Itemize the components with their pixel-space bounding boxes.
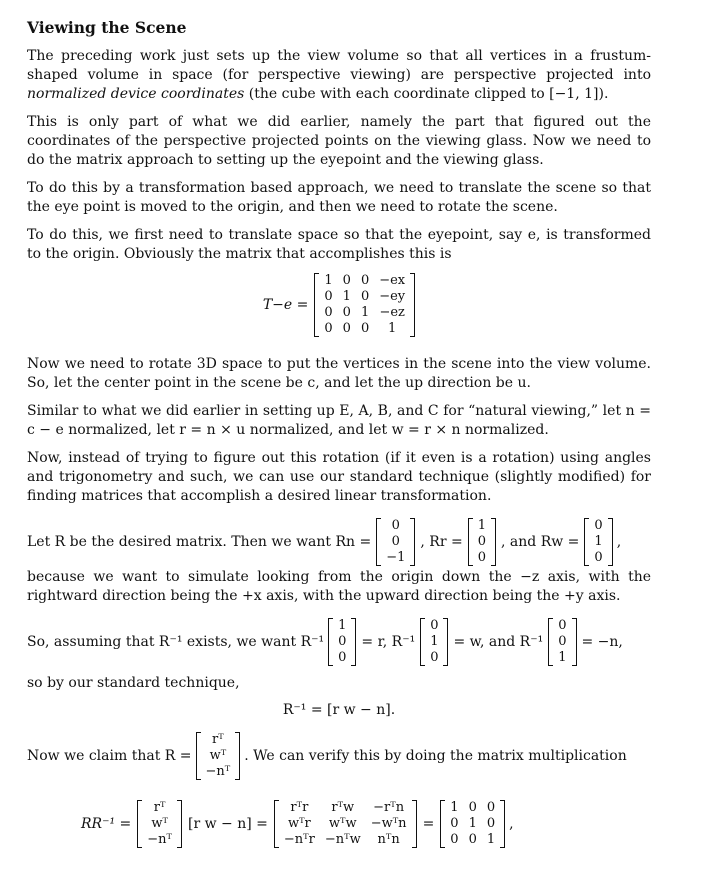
vector-entry: 0 [391, 534, 400, 549]
matrix-cell: 0 [486, 816, 496, 831]
final-r-matrix [137, 800, 182, 848]
matrix-cell: 0 [342, 321, 351, 336]
rinv-tail: = −n, [581, 634, 623, 650]
matrix-cell: nᵀn [377, 832, 400, 847]
vector-entry: 0 [558, 618, 567, 633]
matrix-cell: 0 [486, 800, 496, 815]
paragraph-6: Similar to what we did earlier in setting up E, A, B, and C for “natural viewing,” let n = c − e normalized, let r = n × u normalized, and let w = r × n normalized. [27, 403, 651, 438]
matrix-cell: 1 [388, 321, 397, 336]
matrix-cell: 1 [342, 289, 351, 304]
matrix-cell: 0 [468, 832, 477, 847]
matrix-cell: 1 [450, 800, 459, 815]
rn-vector-r [468, 518, 496, 566]
matrix-cell: 0 [360, 321, 370, 336]
matrix-cell: 0 [450, 832, 459, 847]
vector-entry: 1 [558, 650, 567, 665]
rn-mid2: , and Rw = [501, 534, 580, 550]
rinv-equation [27, 618, 651, 666]
rn-lead: Let R be the desired matrix. Then we want Rn = [27, 534, 372, 550]
vector-entry: 1 [430, 634, 439, 649]
rinv-lead: So, assuming that R⁻¹ exists, we want R⁻¹ [27, 634, 325, 650]
final-eq: = [422, 816, 435, 832]
rinv-vector-3 [548, 618, 576, 666]
paragraph-3: To do this by a transformation based approach, we need to translate the scene so that the eye point is moved to the origin, and then we need to rotate the scene. [27, 180, 651, 215]
rn-vector-n [376, 518, 415, 566]
matrix-cell: 0 [360, 273, 370, 288]
p1-text-c: (the cube with each coordinate clipped to [−1, 1]). [248, 86, 609, 102]
matrix-cell: 1 [486, 832, 496, 847]
rinv-mid1: = r, R⁻¹ [361, 634, 416, 650]
vector-entry: −1 [386, 550, 406, 565]
document-page [27, 18, 651, 848]
rinv-mid2: = w, and R⁻¹ [453, 634, 544, 650]
vector-entry: 0 [338, 634, 347, 649]
matrix-cell: −wᵀn [370, 816, 407, 831]
paragraph-2: This is only part of what we did earlier, namely the part that figured out the coordinates of the perspective projected points on the viewing glass. Now we need to do the matrix approach to setting up the eyepoint and the viewing glass. [27, 114, 651, 168]
vector-entry: 0 [477, 534, 487, 549]
matrix-cell: 1 [468, 816, 477, 831]
matrix-cell: 0 [324, 289, 333, 304]
vector-entry: 0 [430, 650, 439, 665]
translation-matrix [314, 273, 415, 337]
matrix-cell: rᵀr [290, 800, 309, 815]
vector-entry: 1 [477, 518, 487, 533]
matrix-cell: 1 [324, 273, 333, 288]
product-matrix [274, 800, 417, 848]
matrix-cell: 0 [360, 289, 370, 304]
matrix-cell: 0 [342, 305, 351, 320]
translation-equation [27, 273, 651, 337]
vector-entry: 0 [594, 518, 603, 533]
vector-entry: wᵀ [209, 748, 227, 763]
paragraph-1 [27, 47, 651, 104]
matrix-cell: 0 [324, 321, 333, 336]
rn-vector-w [584, 518, 612, 566]
matrix-cell: −ez [379, 305, 405, 320]
p1-text-a: The preceding work just sets up the view volume so that all vertices in a frustum-shaped volume in space (for perspective viewing) are perspective projected into [27, 48, 651, 83]
paragraph-7: Now, instead of trying to figure out this rotation (if it even is a rotation) using angles and trigonometry and such, we can use our standard technique (slightly modified) for finding matrices that accomplish a desired linear transformation. [27, 450, 651, 504]
matrix-cell: −ey [379, 289, 406, 304]
paragraph-9: so by our standard technique, [27, 675, 240, 691]
matrix-cell: −nᵀr [283, 832, 315, 847]
identity-matrix [440, 800, 505, 848]
vector-entry: rᵀ [153, 800, 166, 815]
matrix-cell: −rᵀn [373, 800, 405, 815]
vector-entry: −nᵀ [147, 832, 172, 847]
final-rinv: [r w − n] = [188, 816, 268, 832]
matrix-cell: −ex [379, 273, 406, 288]
vector-entry: 1 [338, 618, 347, 633]
matrix-cell: −nᵀw [324, 832, 361, 847]
section-heading: Viewing the Scene [27, 18, 187, 37]
vector-entry: 1 [594, 534, 603, 549]
translation-label: T−e = [262, 297, 309, 313]
rinv-vector-2 [420, 618, 448, 666]
vector-entry: rᵀ [212, 732, 224, 747]
matrix-cell: wᵀr [287, 816, 311, 831]
claim-matrix [196, 732, 241, 780]
paragraph-8: because we want to simulate looking from the origin down the −z axis, with the rightward direction being the +x axis, with the upward direction being the +y axis. [27, 569, 651, 604]
claim-lead: Now we claim that R = [27, 748, 192, 764]
vector-entry: 0 [477, 550, 487, 565]
rn-equation [27, 518, 651, 566]
claim-tail: . We can verify this by doing the matrix multiplication [244, 748, 627, 764]
vector-entry: 0 [594, 550, 603, 565]
matrix-cell: rᵀw [331, 800, 355, 815]
vector-entry: 0 [391, 518, 400, 533]
p1-emphasis: normalized device coordinates [27, 86, 245, 102]
rn-mid1: , Rr = [420, 534, 463, 550]
rinv-definition: R⁻¹ = [r w − n]. [282, 702, 396, 718]
matrix-cell: 0 [450, 816, 459, 831]
vector-entry: −nᵀ [205, 764, 231, 779]
verification-equation [81, 800, 651, 848]
vector-entry: 0 [558, 634, 567, 649]
paragraph-4: To do this, we first need to translate space so that the eyepoint, say e, is transformed to the origin. Obviously the matrix that accomplishes this is [27, 227, 651, 262]
matrix-cell: 0 [342, 273, 351, 288]
matrix-cell: 1 [360, 305, 370, 320]
paragraph-5: Now we need to rotate 3D space to put the vertices in the scene into the view volume. So, let the center point in the scene be c, and let the up direction be u. [27, 356, 651, 391]
final-lhs: RR⁻¹ = [81, 816, 132, 832]
claim-equation [27, 732, 651, 780]
rinv-vector-1 [328, 618, 356, 666]
matrix-cell: wᵀw [328, 816, 357, 831]
vector-entry: wᵀ [151, 816, 168, 831]
matrix-cell: 0 [324, 305, 333, 320]
matrix-cell: 0 [468, 800, 477, 815]
vector-entry: 0 [338, 650, 347, 665]
rn-tail: , [616, 534, 622, 550]
final-tail: , [509, 816, 514, 832]
vector-entry: 0 [430, 618, 439, 633]
